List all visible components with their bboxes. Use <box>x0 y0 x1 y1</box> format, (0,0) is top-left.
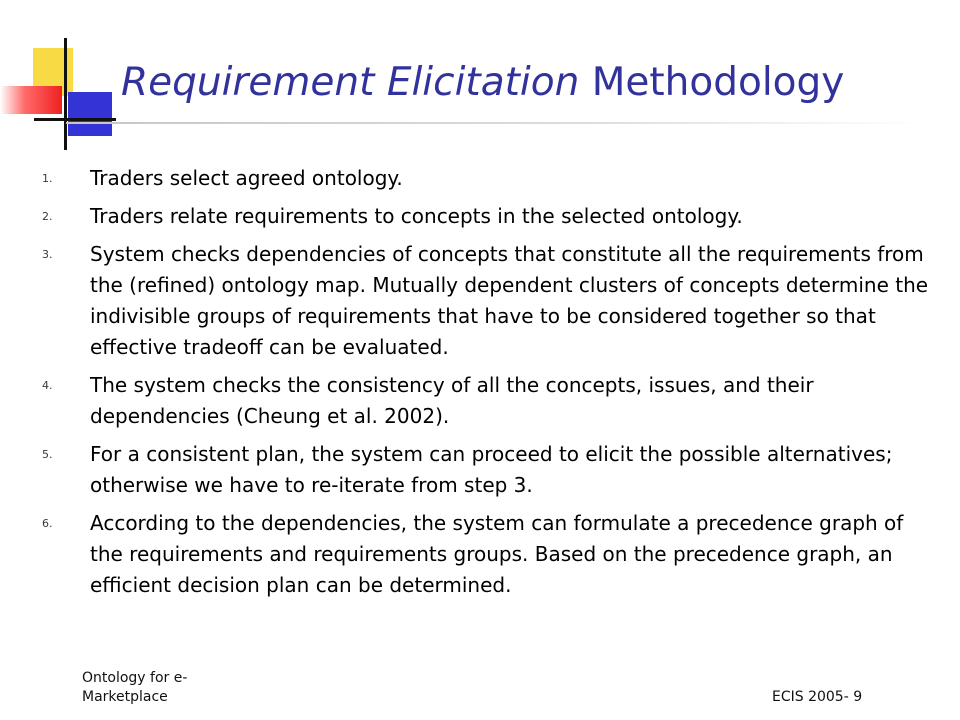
list-item <box>42 370 937 432</box>
step-text: According to the dependencies, the system can formulate a precedence graph of the requirements and requirements groups. Based on the precedence graph, an efficient decision plan can be determined. <box>90 511 904 597</box>
step-text: Traders relate requirements to concepts in the selected ontology. <box>90 204 743 228</box>
list-item <box>42 239 937 363</box>
step-number: 6. <box>42 517 53 530</box>
footer-slide-number: ECIS 2005- 9 <box>772 689 863 705</box>
slide-title <box>121 60 844 105</box>
step-number: 4. <box>42 379 53 392</box>
list-item <box>42 508 937 601</box>
logo-blue-square <box>68 92 112 136</box>
logo-horizontal-line <box>34 118 116 121</box>
step-number: 1. <box>42 172 53 185</box>
slide-title-italic: Requirement Elicitation <box>121 60 580 105</box>
title-underline <box>66 122 926 124</box>
list-item <box>42 439 937 501</box>
step-number: 3. <box>42 248 53 261</box>
list-item <box>42 201 937 232</box>
logo-red-bar <box>0 86 62 114</box>
step-text: Traders select agreed ontology. <box>90 166 403 190</box>
slide-logo-graphic <box>0 0 130 160</box>
logo-vertical-line <box>64 38 67 150</box>
footer-left-text: Ontology for e-Marketplace <box>82 670 188 705</box>
list-item <box>42 163 937 194</box>
step-number: 5. <box>42 448 53 461</box>
methodology-steps-list <box>42 163 937 608</box>
slide-title-plain: Methodology <box>591 60 845 105</box>
step-text: The system checks the consistency of all the concepts, issues, and their dependencies (Cheung et al. 2002). <box>90 373 814 428</box>
step-text: System checks dependencies of concepts that constitute all the requirements from the (refined) ontology map. Mutually dependent clusters of concepts determine the indivisible groups of requirements that have to be considered together so that effective tradeoff can be evaluated. <box>90 242 929 359</box>
step-number: 2. <box>42 210 53 223</box>
step-text: For a consistent plan, the system can proceed to elicit the possible alternatives; otherwise we have to re-iterate from step 3. <box>90 442 893 497</box>
